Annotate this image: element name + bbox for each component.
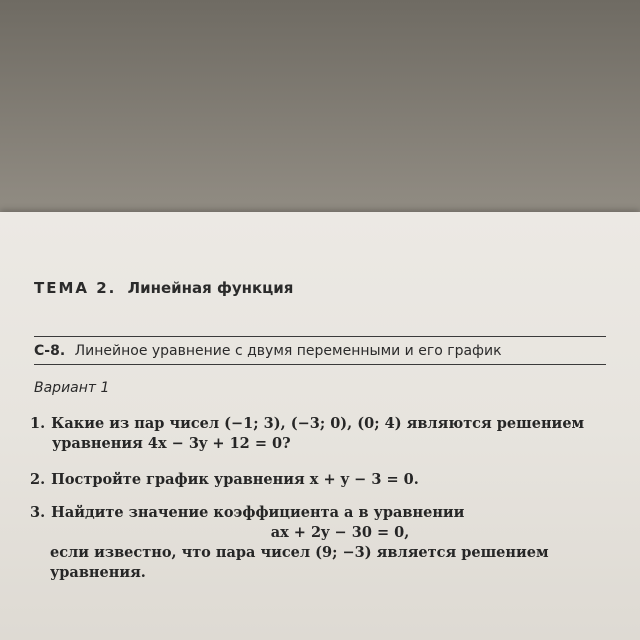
- task-text-continuation: уравнения 4x − 3y + 12 = 0?: [52, 435, 291, 452]
- task-2: [30, 470, 610, 490]
- task-number: 1.: [30, 415, 46, 432]
- worksheet-paper: [0, 212, 640, 640]
- theme-title: [34, 279, 293, 297]
- section-heading: [34, 343, 502, 359]
- divider-top: [34, 336, 606, 337]
- task-number: 3.: [30, 504, 46, 521]
- theme-number: ТЕМА 2.: [34, 279, 117, 297]
- section-title: Линейное уравнение с двумя переменными и его график: [74, 343, 502, 359]
- variant-label: Вариант 1: [34, 380, 110, 396]
- divider-bottom: [34, 364, 606, 365]
- task-text: Какие из пар чисел (−1; 3), (−3; 0), (0; 4) являются решением: [51, 415, 585, 432]
- task-text: Постройте график уравнения x + y − 3 = 0.: [51, 471, 419, 488]
- task-3: [30, 503, 610, 583]
- task-text-continuation: уравнения.: [50, 564, 146, 581]
- task-number: 2.: [30, 471, 46, 488]
- task-1: [30, 414, 610, 454]
- task-formula: ax + 2y − 30 = 0,: [270, 524, 410, 541]
- task-text: Найдите значение коэффициента a в уравнении: [51, 504, 465, 521]
- task-text-continuation: если известно, что пара чисел (9; −3) является решением: [50, 544, 549, 561]
- theme-name: Линейная функция: [127, 279, 294, 297]
- section-code: С-8.: [34, 343, 66, 359]
